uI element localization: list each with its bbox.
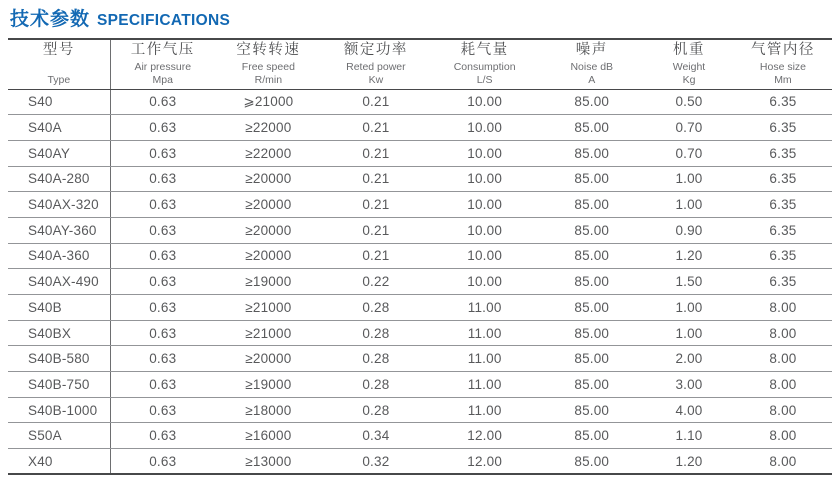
- column-header-r-min: [215, 39, 322, 89]
- table-cell: 0.28: [322, 397, 430, 423]
- table-cell: 0.63: [110, 372, 215, 398]
- table-cell: 1.50: [644, 269, 734, 295]
- cell-model: S40A-360: [8, 243, 110, 269]
- header-zh-label: 型号: [42, 42, 75, 59]
- table-cell: 85.00: [539, 346, 644, 372]
- header-zh-label: 气管内径: [750, 42, 815, 59]
- table-row: [8, 166, 832, 192]
- table-cell: ≥20000: [215, 243, 322, 269]
- table-cell: 10.00: [430, 115, 540, 141]
- cell-model: S40B-750: [8, 372, 110, 398]
- table-cell: 1.00: [644, 320, 734, 346]
- header-en-label: [8, 61, 110, 74]
- table-cell: 10.00: [430, 166, 540, 192]
- table-cell: 0.21: [322, 140, 430, 166]
- table-header-row: [8, 39, 832, 89]
- table-row: [8, 89, 832, 115]
- table-cell: ≥20000: [215, 166, 322, 192]
- header-unit-label: Mm: [774, 74, 792, 87]
- table-cell: 0.28: [322, 372, 430, 398]
- table-row: [8, 269, 832, 295]
- table-cell: ≥21000: [215, 320, 322, 346]
- header-unit-label: Kw: [368, 74, 384, 87]
- table-cell: ≥16000: [215, 423, 322, 449]
- table-cell: 0.28: [322, 295, 430, 321]
- header-unit-label: L/S: [476, 74, 493, 87]
- table-header: [8, 39, 832, 89]
- cell-model: X40: [8, 449, 110, 475]
- table-row: [8, 372, 832, 398]
- table-cell: 0.63: [110, 115, 215, 141]
- table-cell: 0.70: [644, 140, 734, 166]
- table-cell: 0.63: [110, 295, 215, 321]
- cell-model: S40AX-490: [8, 269, 110, 295]
- table-cell: 0.63: [110, 166, 215, 192]
- header-en-label: Weight: [672, 61, 706, 74]
- table-cell: ≥13000: [215, 449, 322, 475]
- table-cell: 11.00: [430, 346, 540, 372]
- table-row: [8, 243, 832, 269]
- header-zh-label: 机重: [672, 42, 705, 59]
- header-en-label: Free speed: [241, 61, 295, 74]
- header-zh-label: 噪声: [575, 42, 608, 59]
- table-cell: 0.63: [110, 423, 215, 449]
- table-cell: 0.63: [110, 320, 215, 346]
- table-cell: 0.63: [110, 217, 215, 243]
- table-cell: 8.00: [734, 449, 832, 475]
- header-en-label: Reted power: [346, 61, 406, 74]
- table-cell: ≥19000: [215, 372, 322, 398]
- header-zh-label: 工作气压: [130, 42, 195, 59]
- cell-model: S40A: [8, 115, 110, 141]
- table-cell: 85.00: [539, 372, 644, 398]
- cell-model: S40BX: [8, 320, 110, 346]
- column-header-kw: [322, 39, 430, 89]
- table-cell: 6.35: [734, 166, 832, 192]
- table-cell: 6.35: [734, 89, 832, 115]
- table-cell: ≥22000: [215, 140, 322, 166]
- table-cell: ≥18000: [215, 397, 322, 423]
- header-unit-label: Kg: [682, 74, 696, 87]
- table-cell: 0.21: [322, 115, 430, 141]
- table-cell: 0.63: [110, 243, 215, 269]
- table-cell: 10.00: [430, 89, 540, 115]
- column-header-a: [539, 39, 644, 89]
- table-cell: 2.00: [644, 346, 734, 372]
- table-cell: 0.22: [322, 269, 430, 295]
- table-cell: 1.00: [644, 192, 734, 218]
- header-unit-label: Type: [47, 74, 71, 87]
- table-cell: ≥20000: [215, 192, 322, 218]
- table-cell: 0.32: [322, 449, 430, 475]
- table-row: [8, 295, 832, 321]
- table-cell: 11.00: [430, 295, 540, 321]
- table-cell: 85.00: [539, 320, 644, 346]
- table-row: [8, 115, 832, 141]
- header-zh-label: 耗气量: [460, 42, 509, 59]
- header-en-label: Air pressure: [134, 61, 192, 74]
- table-cell: 85.00: [539, 243, 644, 269]
- page-title-en: SPECIFICATIONS: [97, 12, 231, 29]
- specifications-table-wrap: [8, 38, 832, 475]
- table-cell: 8.00: [734, 320, 832, 346]
- table-cell: ≥20000: [215, 346, 322, 372]
- page-title: [10, 4, 230, 31]
- table-cell: 0.28: [322, 346, 430, 372]
- table-cell: 8.00: [734, 346, 832, 372]
- table-cell: 85.00: [539, 115, 644, 141]
- table-cell: 8.00: [734, 423, 832, 449]
- table-cell: 0.21: [322, 243, 430, 269]
- table-cell: 11.00: [430, 320, 540, 346]
- table-cell: 6.35: [734, 269, 832, 295]
- table-cell: 10.00: [430, 140, 540, 166]
- table-row: [8, 449, 832, 475]
- table-cell: 10.00: [430, 269, 540, 295]
- header-unit-label: A: [588, 74, 596, 87]
- table-cell: ≥21000: [215, 295, 322, 321]
- header-zh-label: 额定功率: [343, 42, 408, 59]
- specifications-table: [8, 38, 832, 475]
- cell-model: S40AY: [8, 140, 110, 166]
- table-cell: 6.35: [734, 115, 832, 141]
- table-cell: 0.63: [110, 346, 215, 372]
- table-row: [8, 346, 832, 372]
- table-cell: 0.63: [110, 192, 215, 218]
- table-cell: 0.63: [110, 89, 215, 115]
- table-body: [8, 89, 832, 474]
- table-row: [8, 397, 832, 423]
- page-title-zh: 技术参数: [10, 9, 91, 30]
- header-en-label: Consumption: [453, 61, 516, 74]
- table-cell: 85.00: [539, 397, 644, 423]
- table-cell: 0.70: [644, 115, 734, 141]
- table-cell: 8.00: [734, 397, 832, 423]
- table-cell: 10.00: [430, 243, 540, 269]
- table-cell: 0.63: [110, 140, 215, 166]
- table-cell: 1.20: [644, 243, 734, 269]
- table-cell: 85.00: [539, 140, 644, 166]
- table-cell: 0.21: [322, 89, 430, 115]
- table-row: [8, 140, 832, 166]
- cell-model: S40B-580: [8, 346, 110, 372]
- table-cell: 0.34: [322, 423, 430, 449]
- column-header-type: [8, 39, 110, 89]
- table-row: [8, 217, 832, 243]
- table-cell: 85.00: [539, 217, 644, 243]
- table-cell: 10.00: [430, 192, 540, 218]
- table-cell: 0.50: [644, 89, 734, 115]
- table-cell: 0.63: [110, 449, 215, 475]
- table-row: [8, 320, 832, 346]
- table-cell: 85.00: [539, 269, 644, 295]
- cell-model: S50A: [8, 423, 110, 449]
- header-en-label: Noise dB: [570, 61, 614, 74]
- table-cell: ⩾21000: [215, 89, 322, 115]
- table-cell: 85.00: [539, 295, 644, 321]
- column-header-l-s: [430, 39, 540, 89]
- table-cell: 12.00: [430, 449, 540, 475]
- table-cell: 85.00: [539, 449, 644, 475]
- table-cell: ≥20000: [215, 217, 322, 243]
- column-header-mm: [734, 39, 832, 89]
- table-cell: 0.21: [322, 166, 430, 192]
- table-cell: 11.00: [430, 372, 540, 398]
- table-cell: 6.35: [734, 217, 832, 243]
- table-cell: 1.20: [644, 449, 734, 475]
- cell-model: S40AY-360: [8, 217, 110, 243]
- table-cell: 85.00: [539, 89, 644, 115]
- table-cell: 85.00: [539, 166, 644, 192]
- table-cell: 85.00: [539, 423, 644, 449]
- header-unit-label: Mpa: [152, 74, 173, 87]
- table-cell: ≥19000: [215, 269, 322, 295]
- table-cell: 0.90: [644, 217, 734, 243]
- table-cell: 0.21: [322, 217, 430, 243]
- table-cell: 10.00: [430, 217, 540, 243]
- cell-model: S40AX-320: [8, 192, 110, 218]
- table-cell: 0.21: [322, 192, 430, 218]
- cell-model: S40: [8, 89, 110, 115]
- table-row: [8, 423, 832, 449]
- table-cell: 6.35: [734, 243, 832, 269]
- column-header-mpa: [110, 39, 215, 89]
- table-cell: 6.35: [734, 140, 832, 166]
- table-cell: 8.00: [734, 295, 832, 321]
- table-cell: ≥22000: [215, 115, 322, 141]
- table-cell: 3.00: [644, 372, 734, 398]
- cell-model: S40B-1000: [8, 397, 110, 423]
- table-cell: 6.35: [734, 192, 832, 218]
- table-cell: 0.28: [322, 320, 430, 346]
- table-cell: 0.63: [110, 397, 215, 423]
- table-cell: 11.00: [430, 397, 540, 423]
- table-cell: 1.10: [644, 423, 734, 449]
- header-unit-label: R/min: [254, 74, 283, 87]
- table-cell: 1.00: [644, 295, 734, 321]
- table-cell: 8.00: [734, 372, 832, 398]
- cell-model: S40A-280: [8, 166, 110, 192]
- table-cell: 12.00: [430, 423, 540, 449]
- table-cell: 0.63: [110, 269, 215, 295]
- table-row: [8, 192, 832, 218]
- header-zh-label: 空转转速: [236, 42, 301, 59]
- cell-model: S40B: [8, 295, 110, 321]
- column-header-kg: [644, 39, 734, 89]
- table-cell: 85.00: [539, 192, 644, 218]
- table-cell: 4.00: [644, 397, 734, 423]
- table-cell: 1.00: [644, 166, 734, 192]
- header-en-label: Hose size: [759, 61, 806, 74]
